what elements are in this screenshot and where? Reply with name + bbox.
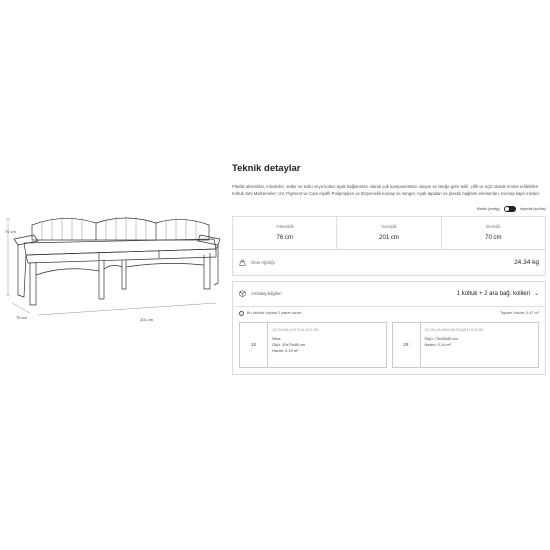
dimension-height: [233, 217, 337, 249]
packaging-notes: [239, 311, 539, 316]
dimension-depth: [442, 217, 545, 249]
weight-row: [232, 250, 546, 276]
package-quantity: 1X: [240, 323, 268, 367]
total-volume: Toplam Hacim: 0.47 m³: [499, 310, 539, 315]
box-icon: [239, 290, 246, 297]
package-line: Ölçü: 73x25x80 cm: [424, 335, 458, 341]
package-line: Hacim: 0.19 m³: [272, 347, 299, 353]
package-line: Silva: [272, 335, 281, 341]
technical-details-panel: [232, 163, 546, 375]
weight-label: Ürün Ağırlığı: [251, 259, 275, 265]
package-count-note: Bu üründe toplam 2 paket vardır.: [247, 311, 303, 316]
package-line: Hacim: 0.14 m³: [424, 341, 451, 347]
height-label: 76 cm: [5, 229, 16, 234]
unit-switch: [232, 206, 546, 212]
packaging-summary: 1 koltuk + 2 ara bağ. kolileri: [456, 290, 530, 297]
packaging-details: [232, 307, 546, 375]
chevron-down-icon: ⌄: [533, 291, 539, 298]
package-quantity: 2X: [393, 323, 421, 367]
unit-toggle[interactable]: [504, 206, 516, 212]
dimension-value: 201 cm: [379, 235, 399, 242]
dimension-label: Derinlik: [486, 224, 501, 230]
metric-label: Metrik (cm/kg): [476, 206, 500, 211]
weight-value: 24.34 kg: [514, 258, 539, 266]
dimension-label: Genişlik: [381, 224, 397, 230]
sofa-diagram: [4, 205, 224, 335]
depth-label: 70 cm: [16, 315, 27, 320]
dimension-value: 76 cm: [276, 235, 293, 242]
dimension-width: [337, 217, 441, 249]
section-title: Teknik detaylar: [232, 163, 301, 174]
weight-icon: [239, 259, 246, 266]
width-label: 201 cm: [140, 317, 154, 322]
package-name: 1Ü SİLVA ARA BAĞLANTI KOLİSİ: [424, 326, 484, 332]
imperial-label: Imperial (inc/lbs): [519, 206, 546, 211]
dimension-label: Yükseklik: [275, 224, 294, 230]
package-box: [239, 322, 387, 368]
dimension-value: 70 cm: [485, 235, 502, 242]
product-description: Plastik aksesklar, minderler, setler ve koltu veya koltuz ayak bağlantıları olarak çok komponentten oluşan ve isteğe göre tekli, çiftli ve üçlü olarak monte edilebilen Koltuk Seti Malzemeler: UV, Pigment ve Cam elyaflı Polipropilen ve Döşemelik kumaş ve sünger. Ayak tapaları ve plastik bağlantı elemanları. Kumaş kaplı minder.: [232, 184, 541, 196]
packaging-label: Ambalaj Bilgileri: [251, 291, 282, 297]
packaging-toggle[interactable]: [232, 281, 546, 307]
package-boxes: [239, 322, 539, 368]
package-line: Ölçü: 30x79x80 cm: [272, 341, 306, 347]
package-box: [392, 322, 540, 368]
info-icon: i: [239, 311, 244, 316]
dimensions-table: [232, 216, 546, 250]
package-name: 1Ü SİLVA KOLTUK KOLİSİ: [272, 326, 319, 332]
